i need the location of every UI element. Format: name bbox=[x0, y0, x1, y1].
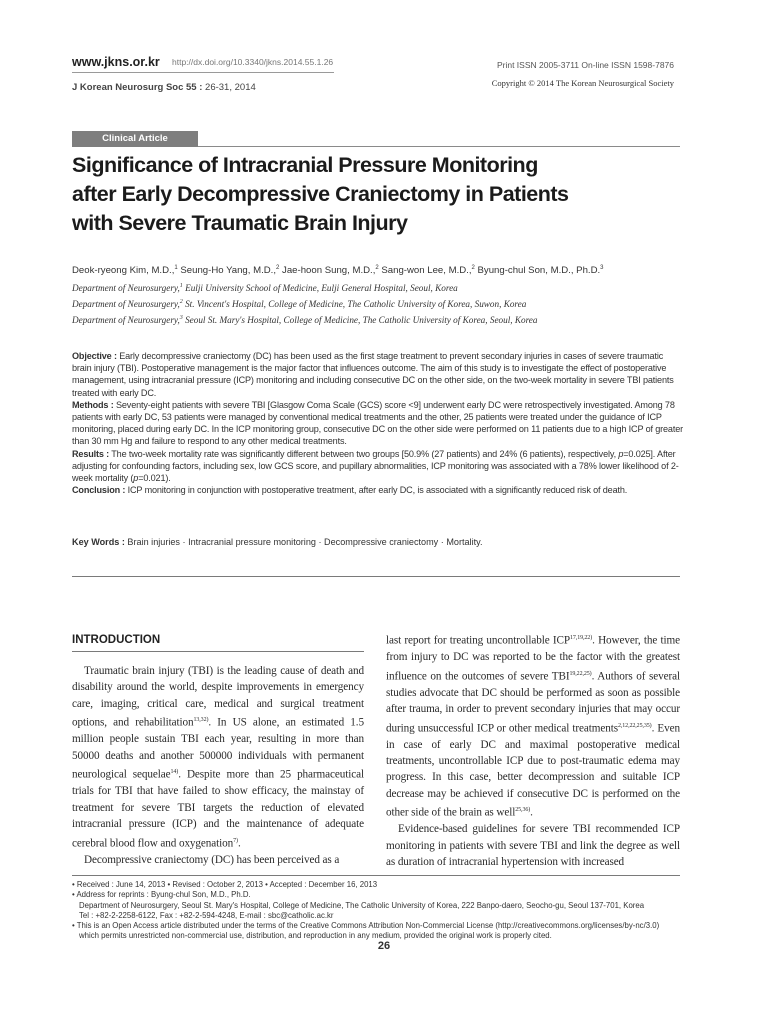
body-text: . bbox=[237, 837, 241, 850]
author-list bbox=[72, 265, 604, 276]
author-name: Seung-Ho Yang, M.D., bbox=[177, 265, 277, 277]
title-line: after Early Decompressive Craniectomy in Patients bbox=[72, 182, 569, 206]
abstract-methods bbox=[72, 399, 684, 448]
correspondence-contact: Tel : +82-2-2258-6122, Fax : +82-2-594-4248, E-mail : sbc@catholic.ac.kr bbox=[79, 910, 334, 920]
page-number: 26 bbox=[377, 940, 391, 952]
footnotes bbox=[72, 880, 682, 942]
objective-text: Early decompressive craniectomy (DC) has been used as the first stage treatment to prevent secondary injuries in cases of severe traumatic brain injury (TBI). Postoperative management is the major factor that influences outcome. The aim of this study is to investigate the effect of postoperative management, using intracranial pressure (ICP) monitoring and including consecutive DC on the other side, on the two-week mortality in severe TBI patients treated with early DC. bbox=[72, 351, 674, 398]
author-affiliation-mark: 3 bbox=[600, 265, 604, 271]
citation-ref[interactable]: 19,22,25) bbox=[569, 670, 592, 677]
title-divider bbox=[198, 146, 680, 147]
footnote-divider bbox=[72, 875, 680, 876]
issn-info: Print ISSN 2005-3711 On-line ISSN 1598-7876 bbox=[496, 60, 674, 70]
journal-name: J Korean Neurosurg Soc 55 : bbox=[72, 82, 203, 93]
article-title bbox=[72, 151, 692, 238]
affiliation-mark: 3 bbox=[179, 315, 183, 321]
author-affiliation-mark: 2 bbox=[276, 265, 280, 271]
author-name: Deok-ryeong Kim, M.D., bbox=[72, 265, 175, 277]
correspondence-address: Department of Neurosurgery, Seoul St. Mary's Hospital, College of Medicine, The Catholic University of Korea, 222 Banpo-daero, Seocho-gu, Seoul 137-701, Korea bbox=[79, 900, 645, 910]
author-affiliation-mark: 2 bbox=[375, 265, 379, 271]
results-text: The two-week mortality rate was significantly different between two groups [50.9% (27 patients) and 24% (6 patients), respectively, bbox=[109, 448, 619, 459]
results-text: =0.025]. After adjusting for confounding factors, including sex, low GCS score, and pupillary abnormalities, ICP monitoring was associated with a 78% lower likelihood of 2-week mortality ( bbox=[72, 448, 679, 484]
author-name: Byung-chul Son, M.D., Ph.D. bbox=[474, 265, 601, 277]
journal-pages: 26-31, 2014 bbox=[205, 82, 256, 93]
author-name: Jae-hoon Sung, M.D., bbox=[279, 265, 376, 277]
header-divider bbox=[72, 72, 334, 73]
body-text: . In US alone, an estimated 1.5 million people sustain TBI each year, resulting in more than 50000 deaths and another 500000 individuals with permanent neurological sequelae bbox=[72, 716, 364, 781]
conclusion-text: ICP monitoring in conjunction with postoperative treatment, after early DC, is associated with a significantly reduced risk of death. bbox=[125, 485, 628, 496]
body-text: . However, the time from injury to DC was reported to be the factor with the greatest influence on the outcomes of severe TBI bbox=[386, 634, 680, 683]
methods-label: Methods : bbox=[72, 399, 114, 410]
methods-text: Seventy-eight patients with severe TBI [Glasgow Coma Scale (GCS) score <9] underwent early DC were retrospectively investigated. Among 78 patients with early DC, 53 patients were managed by conventional medical treatments and the other, 25 patients were treated under the guidance of ICP monitoring, placed during early DC. In the ICP monitoring group, consecutive DC on the other side were performed on 11 patients due to a high ICP of greater than 30 mm Hg and failure to respond to any other medical treatments. bbox=[72, 399, 683, 447]
citation-ref[interactable]: 14) bbox=[170, 769, 179, 776]
results-label: Results : bbox=[72, 448, 110, 459]
affiliation-text: St. Vincent's Hospital, College of Medicine, The Catholic University of Korea, Suwon, Korea bbox=[182, 299, 527, 310]
body-text: . bbox=[530, 807, 533, 819]
citation-ref[interactable]: 17,19,22) bbox=[570, 635, 593, 641]
citation-ref[interactable]: 25,36) bbox=[515, 807, 531, 814]
p-value-symbol: p bbox=[133, 473, 139, 484]
body-text: Traumatic brain injury (TBI) is the leading cause of death and disability around the world, despite improvements in emergency care, imaging, critical care, medical and surgical treatment options, and rehabilitation bbox=[72, 665, 364, 729]
article-type-badge: Clinical Article bbox=[72, 131, 198, 147]
body-paragraph bbox=[72, 663, 364, 852]
keywords bbox=[72, 537, 483, 547]
body-text: . Authors of several studies advocate that DC should be performed as soon as possible after trauma, in order to prevent secondary injuries that may occur during unsuccessful ICP or other medical treatments bbox=[386, 670, 680, 735]
p-value-symbol: p bbox=[618, 448, 624, 459]
article-dates: • Received : June 14, 2013 • Revised : October 2, 2013 • Accepted : December 16, 2013 bbox=[72, 880, 378, 889]
citation-ref[interactable]: 2,12,22,25,35) bbox=[617, 722, 652, 729]
doi-link[interactable]: http://dx.doi.org/10.3340/jkns.2014.55.1.26 bbox=[172, 57, 334, 67]
affiliation-2 bbox=[72, 299, 526, 309]
body-column-right bbox=[386, 630, 680, 871]
conclusion-label: Conclusion : bbox=[72, 485, 126, 496]
abstract-results bbox=[72, 448, 684, 485]
affiliation-mark: 1 bbox=[179, 283, 183, 289]
affiliation-dept: Department of Neurosurgery, bbox=[72, 283, 180, 294]
abstract-divider bbox=[72, 576, 680, 577]
section-heading: INTRODUCTION bbox=[72, 634, 161, 646]
citation-ref[interactable]: 7) bbox=[233, 837, 238, 844]
license-notice: • This is an Open Access article distributed under the terms of the Creative Commons Attribution Non-Commercial License (http://creativecommons.org/licenses/by-nc/3.0) bbox=[72, 921, 660, 931]
author-affiliation-mark: 1 bbox=[174, 265, 178, 271]
abstract-objective bbox=[72, 350, 684, 399]
affiliation-dept: Department of Neurosurgery, bbox=[72, 299, 180, 310]
affiliation-3 bbox=[72, 315, 537, 325]
body-text: . Despite more than 25 pharmaceutical trials for TBI that have failed to show efficacy, the mainstay of treatment for severe TBI targets the reduction of elevated intracranial pressure (ICP) and the maintenance of adequate cerebral blood flow and oxygenation bbox=[72, 768, 364, 850]
affiliation-mark: 2 bbox=[179, 299, 183, 305]
title-line: with Severe Traumatic Brain Injury bbox=[72, 211, 408, 235]
body-column-left bbox=[72, 663, 364, 868]
body-paragraph: Evidence-based guidelines for severe TBI recommended ICP monitoring in patients with severe TBI and link the degree as well as duration of intracranial hypertension with increased bbox=[386, 823, 680, 869]
body-text: last report for treating uncontrollable ICP bbox=[386, 634, 570, 647]
keywords-label: Key Words : bbox=[72, 537, 125, 547]
affiliation-1 bbox=[72, 283, 458, 293]
reprint-address: • Address for reprints : Byung-chul Son, M.D., Ph.D. bbox=[72, 890, 251, 900]
license-notice: which permits unrestricted non-commercial use, distribution, and reproduction in any medium, provided the original work is properly cited. bbox=[79, 931, 552, 941]
title-line: Significance of Intracranial Pressure Monitoring bbox=[72, 153, 538, 177]
abstract bbox=[72, 350, 684, 496]
journal-website[interactable]: www.jkns.or.kr bbox=[72, 55, 160, 69]
copyright-notice: Copyright © 2014 The Korean Neurosurgical Society bbox=[491, 78, 674, 88]
abstract-conclusion bbox=[72, 484, 684, 496]
journal-citation bbox=[72, 82, 256, 93]
affiliation-text: Eulji University School of Medicine, Eulji General Hospital, Seoul, Korea bbox=[182, 283, 458, 294]
section-heading-rule bbox=[72, 651, 364, 652]
results-text: =0.021). bbox=[138, 473, 171, 484]
keywords-text: Brain injuries · Intracranial pressure monitoring · Decompressive craniectomy · Mortality. bbox=[124, 537, 483, 547]
body-paragraph bbox=[386, 630, 680, 821]
affiliation-dept: Department of Neurosurgery, bbox=[72, 315, 180, 326]
affiliation-text: Seoul St. Mary's Hospital, College of Medicine, The Catholic University of Korea, Seoul, Korea bbox=[182, 315, 538, 326]
author-name: Sang-won Lee, M.D., bbox=[378, 265, 472, 277]
author-affiliation-mark: 2 bbox=[471, 265, 475, 271]
objective-label: Objective : bbox=[72, 351, 117, 361]
body-paragraph: Decompressive craniectomy (DC) has been perceived as a bbox=[84, 853, 340, 866]
body-text: . Even in case of early DC and maximal postoperative medical treatments, uncontrollable ICP due to post-traumatic edema may progress. In this case, better decompression and suitable ICP decrease may be achieved if consecutive DC is performed on the other side of the brain as well bbox=[386, 722, 680, 819]
citation-ref[interactable]: 13,32) bbox=[193, 717, 209, 724]
